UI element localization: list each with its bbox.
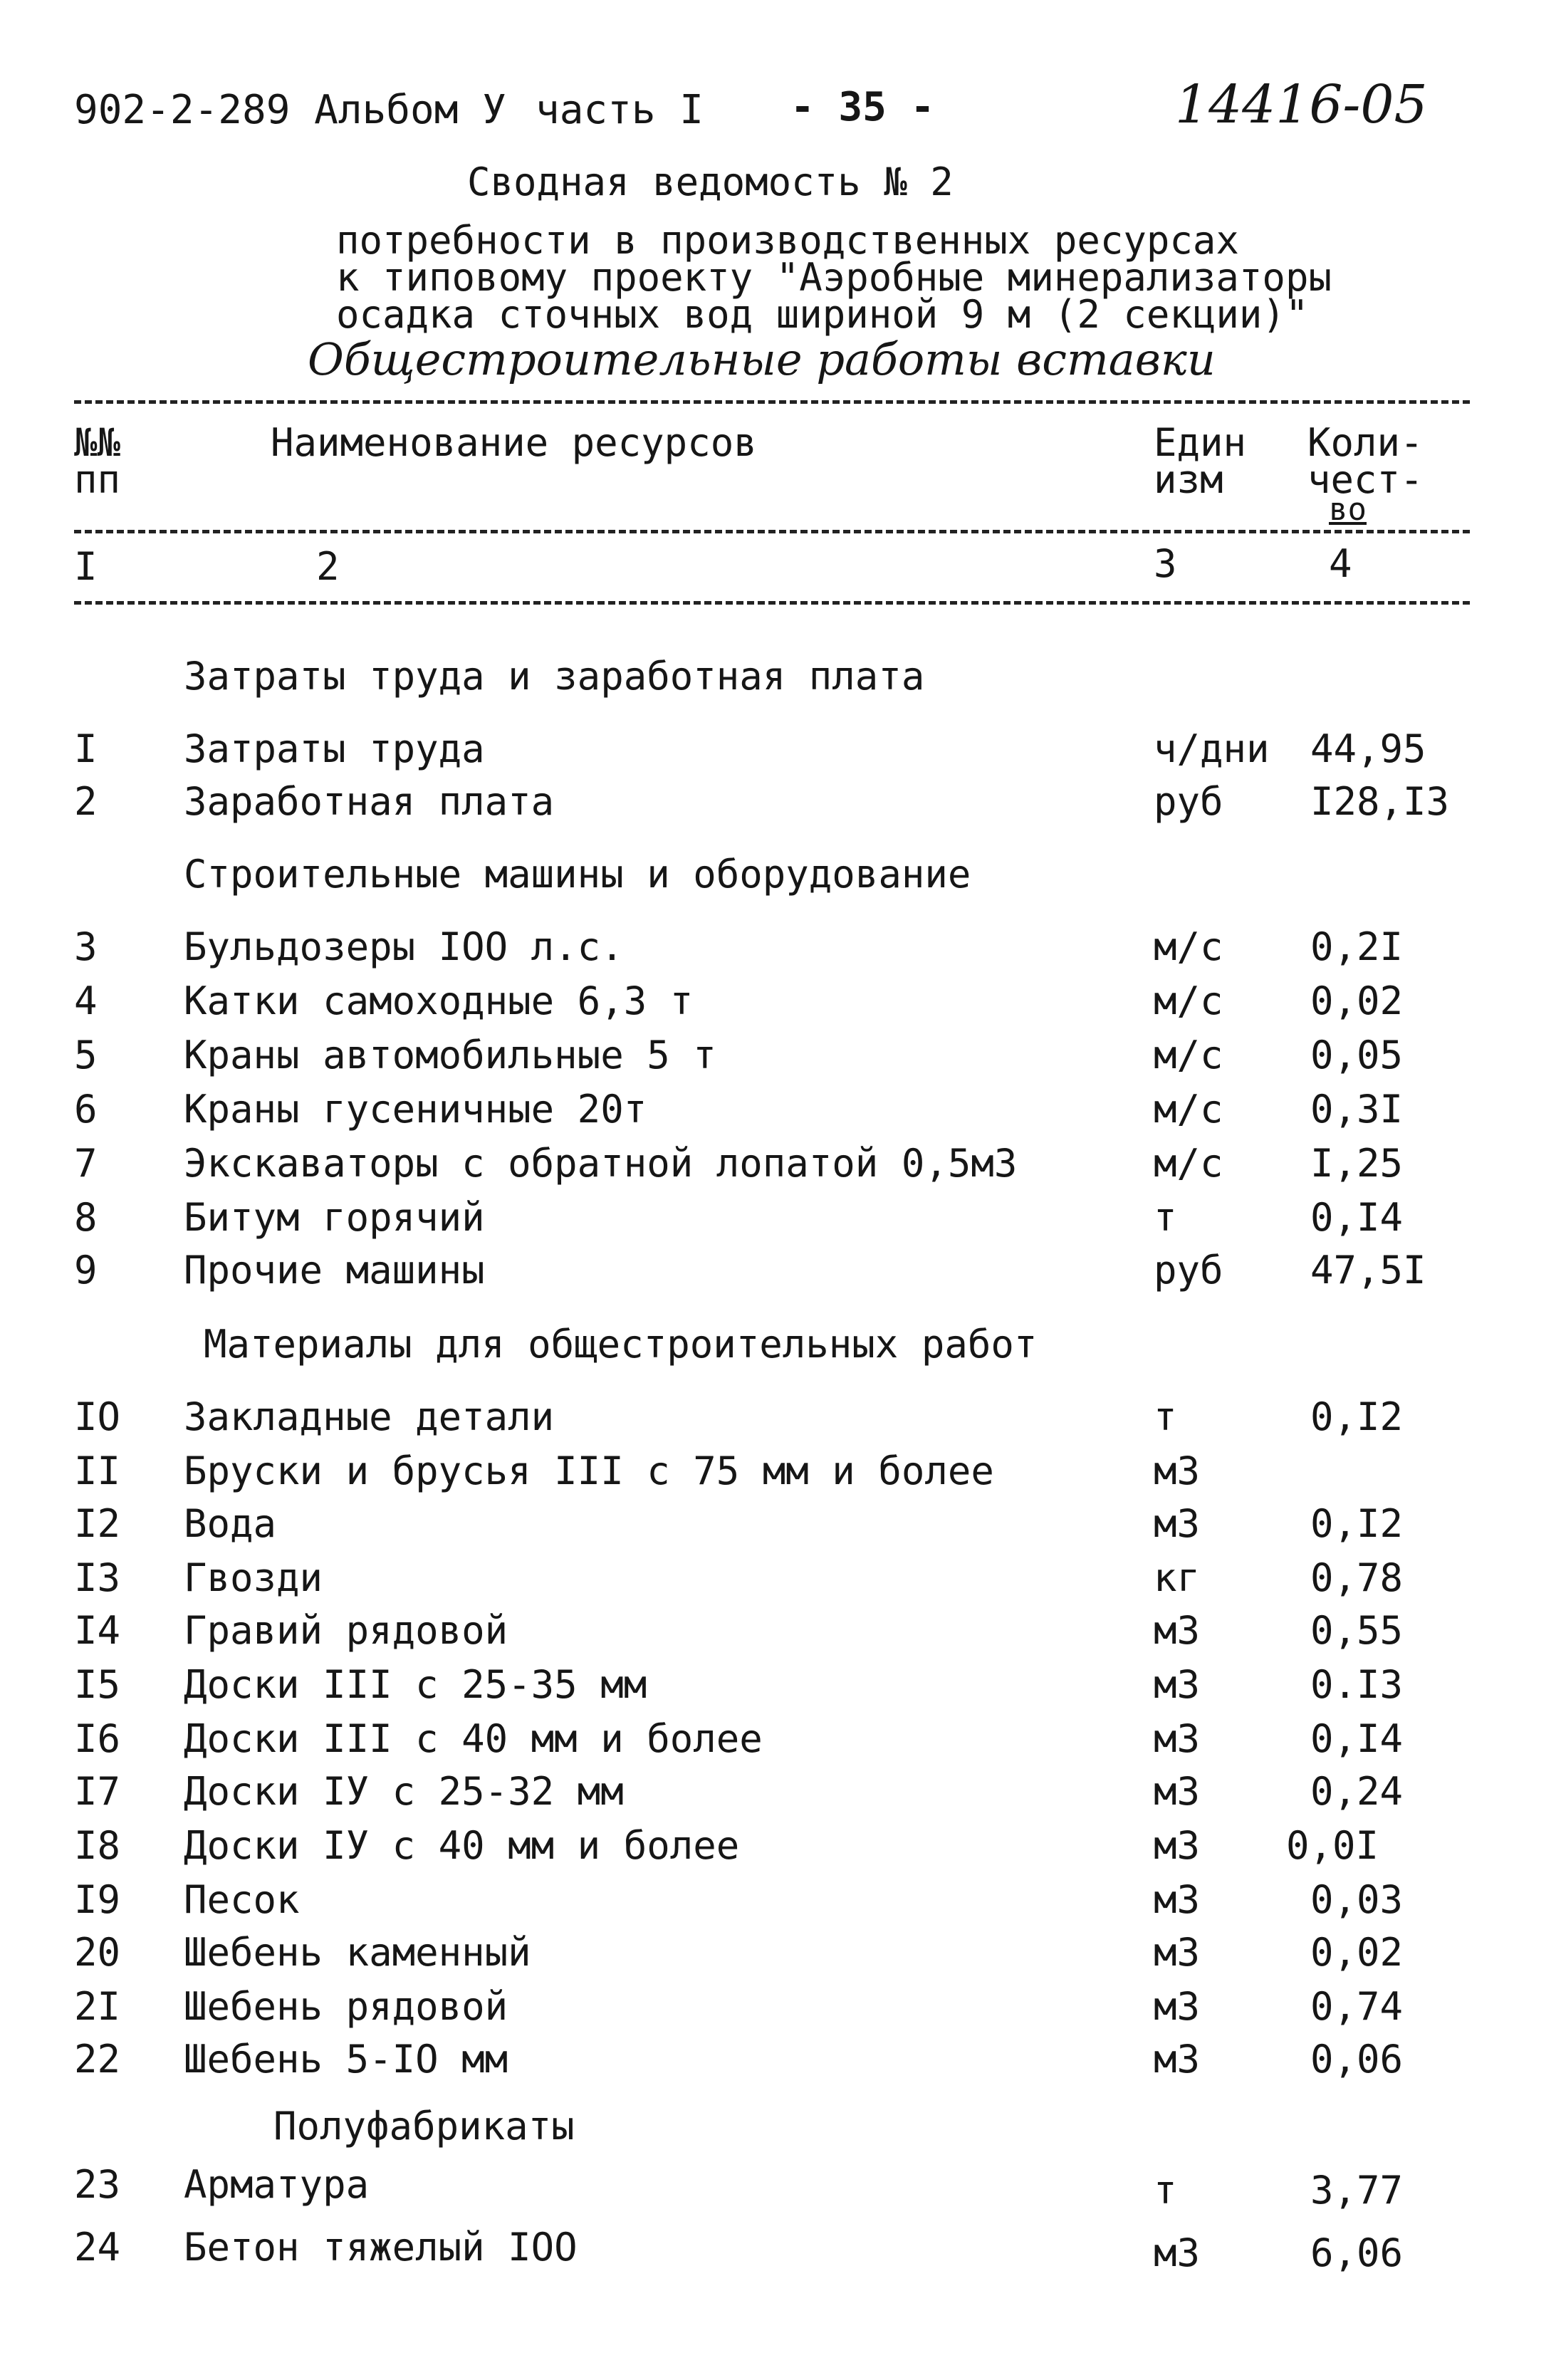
row-unit: т [1154,1394,1177,1439]
row-number: 6 [74,1087,98,1132]
row-unit: м3 [1154,1716,1201,1761]
row-unit: руб [1154,1248,1223,1293]
row-name: Затраты труда [184,726,485,771]
col-qty-header-1: Коли- [1307,420,1424,465]
row-number: IO [74,1394,121,1439]
row-name: Прочие машины [184,1248,485,1293]
page-number: - 35 - [790,84,935,130]
document-number: 14416-05 [1175,74,1428,135]
col-number-header-1: №№ [74,420,121,465]
col-qty-header-2: чест- [1307,457,1424,502]
row-unit: м3 [1154,1449,1201,1493]
part-label: часть I [536,87,704,133]
row-unit: м3 [1154,2230,1201,2275]
row-name: Битум горячий [184,1195,485,1240]
title-line-4: осадка сточных вод шириной 9 м (2 секции)" [336,292,1309,337]
row-quantity: 0,55 [1310,1608,1404,1653]
divider-top [74,400,1470,404]
row-name: Вода [184,1501,277,1546]
row-quantity: 0,I4 [1310,1716,1404,1761]
col-name-header: Наименование ресурсов [271,420,757,465]
row-name: Катки самоходные 6,3 т [184,978,694,1023]
handwritten-subtitle: Общестроительные работы вставки [308,333,1216,385]
row-number: 20 [74,1930,121,1975]
row-number: I8 [74,1823,121,1868]
col-index-4: 4 [1329,541,1352,586]
row-quantity: 0,06 [1310,2037,1404,2082]
row-number: 23 [74,2162,121,2207]
row-name: Гравий рядовой [184,1608,508,1653]
row-unit: м3 [1154,1877,1201,1922]
row-number: I5 [74,1662,121,1707]
row-quantity: I,25 [1310,1141,1404,1186]
row-name: Бруски и брусья III с 75 мм и более [184,1449,994,1493]
col-unit-header-2: изм [1154,457,1223,502]
row-number: I6 [74,1716,121,1761]
section-semi-finished: Полуфабрикаты [273,2104,575,2149]
col-index-3: 3 [1154,541,1177,586]
row-number: I4 [74,1608,121,1653]
row-name: Песок [184,1877,300,1922]
row-name: Шебень рядовой [184,1984,508,2029]
col-unit-header-1: Един [1154,420,1247,465]
row-number: I2 [74,1501,121,1546]
row-number: 4 [74,978,98,1023]
row-name: Доски III с 40 мм и более [184,1716,763,1761]
row-unit: м3 [1154,1930,1201,1975]
col-qty-header-3: во [1329,491,1367,528]
row-quantity: 0,I4 [1310,1195,1404,1240]
row-number: 2 [74,779,98,824]
statement-title: Сводная ведомость № 2 [467,160,954,204]
row-quantity: 0,24 [1310,1769,1404,1814]
row-unit: м3 [1154,1662,1201,1707]
row-quantity: 0,05 [1310,1033,1404,1077]
row-unit: м3 [1154,1823,1201,1868]
row-unit: м/с [1154,1141,1223,1186]
divider-header [74,530,1470,533]
row-unit: м3 [1154,1769,1201,1814]
row-number: 2I [74,1984,121,2029]
row-number: II [74,1449,121,1493]
row-quantity: 0,2I [1310,924,1404,969]
row-name: Гвозди [184,1555,323,1600]
row-number: 3 [74,924,98,969]
row-unit: м3 [1154,1984,1201,2029]
section-labor: Затраты труда и заработная плата [184,654,925,699]
row-quantity: 0,02 [1310,1930,1404,1975]
row-number: 7 [74,1141,98,1186]
row-name: Краны гусеничные 20т [184,1087,647,1132]
row-unit: м/с [1154,1033,1223,1077]
row-unit: руб [1154,779,1223,824]
row-name: Арматура [184,2162,370,2207]
row-unit: ч/дни [1154,726,1270,771]
row-name: Бетон тяжелый IOO [184,2225,578,2270]
row-quantity: 0.I3 [1310,1662,1404,1707]
row-quantity: 0,78 [1310,1555,1404,1600]
row-unit: кг [1154,1555,1201,1600]
title-line-2: потребности в производственных ресурсах [336,218,1239,263]
row-unit: т [1154,2168,1177,2213]
row-quantity: 47,5I [1310,1248,1426,1293]
row-number: I3 [74,1555,121,1600]
row-number: 5 [74,1033,98,1077]
row-name: Краны автомобильные 5 т [184,1033,716,1077]
row-quantity: 44,95 [1310,726,1426,771]
row-name: Экскаваторы с обратной лопатой 0,5м3 [184,1141,1018,1186]
row-unit: м3 [1154,2037,1201,2082]
row-name: Закладные детали [184,1394,555,1439]
row-unit: т [1154,1195,1177,1240]
row-unit: м3 [1154,1501,1201,1546]
row-quantity: 0,3I [1310,1087,1404,1132]
divider-index [74,601,1470,605]
row-unit: м/с [1154,1087,1223,1132]
section-machines: Строительные машины и оборудование [184,852,971,897]
row-unit: м/с [1154,924,1223,969]
row-quantity: I28,I3 [1310,779,1450,824]
section-materials: Материалы для общестроительных работ [204,1322,1038,1367]
album-code: 902-2-289 Альбом У [74,87,506,133]
row-quantity: 0,02 [1310,978,1404,1023]
row-number: 22 [74,2037,121,2082]
row-quantity: 0,I2 [1310,1394,1404,1439]
row-name: Шебень каменный [184,1930,531,1975]
row-number: 24 [74,2225,121,2270]
row-quantity: 0,03 [1310,1877,1404,1922]
row-quantity: 0,I2 [1310,1501,1404,1546]
row-name: Доски IУ с 40 мм и более [184,1823,740,1868]
row-number: I [74,726,98,771]
row-name: Доски III с 25-35 мм [184,1662,647,1707]
row-number: 9 [74,1248,98,1293]
row-number: I9 [74,1877,121,1922]
row-name: Доски IУ с 25-32 мм [184,1769,624,1814]
row-name: Шебень 5-IO мм [184,2037,508,2082]
row-quantity: 0,74 [1310,1984,1404,2029]
row-quantity: 0,0I [1286,1823,1379,1868]
row-number: I7 [74,1769,121,1814]
col-index-2: 2 [316,544,340,589]
title-line-3: к типовому проекту "Аэробные минерализаторы [336,255,1332,300]
row-unit: м3 [1154,1608,1201,1653]
row-name: Бульдозеры IOO л.с. [184,924,624,969]
col-index-1: I [74,544,98,589]
row-number: 8 [74,1195,98,1240]
row-unit: м/с [1154,978,1223,1023]
row-name: Заработная плата [184,779,555,824]
col-number-header-2: пп [74,457,121,502]
row-quantity: 3,77 [1310,2168,1404,2213]
row-quantity: 6,06 [1310,2230,1404,2275]
